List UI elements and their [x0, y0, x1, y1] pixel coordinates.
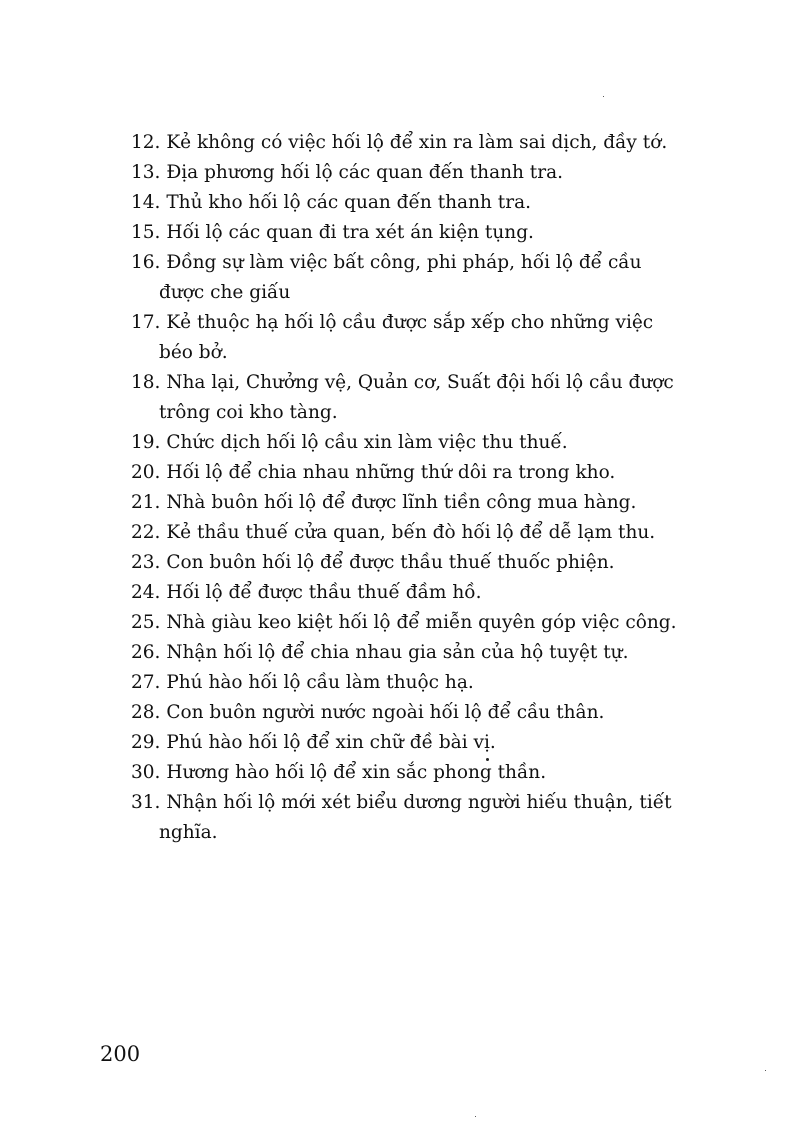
- item-number: 13.: [131, 162, 161, 183]
- scan-speck: [603, 96, 604, 97]
- item-text: Phú hào hối lộ để xin chữ đề bài vị.: [166, 732, 496, 753]
- item-text: Hối lộ để chia nhau những thứ dôi ra trong kho.: [166, 462, 616, 483]
- item-text: Nhà giàu keo kiệt hối lộ để miễn quyên góp việc công.: [166, 612, 677, 633]
- list-item: [131, 248, 691, 308]
- item-number: 25.: [131, 612, 161, 633]
- scan-speck: [475, 1116, 476, 1117]
- item-number: 17.: [131, 312, 161, 333]
- list-item: [131, 458, 691, 488]
- item-text: Kẻ thuộc hạ hối lộ cầu được sắp xếp cho những việc béo bở.: [159, 312, 654, 363]
- item-number: 15.: [131, 222, 161, 243]
- item-number: 16.: [131, 252, 161, 273]
- item-text: Phú hào hối lộ cầu làm thuộc hạ.: [166, 672, 474, 693]
- list-item: [131, 638, 691, 668]
- list-item: [131, 368, 691, 428]
- item-text: Nhận hối lộ để chia nhau gia sản của hộ tuyệt tự.: [166, 642, 629, 663]
- item-number: 23.: [131, 552, 161, 573]
- item-number: 30.: [131, 762, 161, 783]
- list-item: [131, 728, 691, 758]
- list-item: [131, 428, 691, 458]
- scan-speck: [486, 758, 489, 761]
- item-number: 21.: [131, 492, 161, 513]
- item-text: Hối lộ để được thầu thuế đầm hồ.: [166, 582, 482, 603]
- item-number: 18.: [131, 372, 161, 393]
- list-item: [131, 188, 691, 218]
- list-item: [131, 758, 691, 788]
- scan-speck: [765, 1070, 766, 1071]
- list-item: [131, 218, 691, 248]
- list-item: [131, 308, 691, 368]
- list-item: [131, 548, 691, 578]
- item-number: 20.: [131, 462, 161, 483]
- list-item: [131, 578, 691, 608]
- item-text: Đồng sự làm việc bất công, phi pháp, hối lộ để cầu được che giấu: [159, 252, 642, 303]
- list-item: [131, 158, 691, 188]
- item-text: Chức dịch hối lộ cầu xin làm việc thu thuế.: [166, 432, 568, 453]
- item-number: 31.: [131, 792, 161, 813]
- list-item: [131, 488, 691, 518]
- page-number: 200: [100, 1042, 141, 1066]
- list-item: [131, 788, 691, 848]
- item-text: Nhà buôn hối lộ để được lĩnh tiền công mua hàng.: [166, 492, 637, 513]
- list-item: [131, 128, 691, 158]
- item-number: 22.: [131, 522, 161, 543]
- list-item: [131, 518, 691, 548]
- list-item: [131, 668, 691, 698]
- item-text: Kẻ không có việc hối lộ để xin ra làm sai dịch, đầy tớ.: [166, 132, 668, 153]
- item-text: Con buôn người nước ngoài hối lộ để cầu thân.: [166, 702, 605, 723]
- item-text: Hương hào hối lộ để xin sắc phong thần.: [166, 762, 547, 783]
- item-number: 14.: [131, 192, 161, 213]
- item-text: Kẻ thầu thuế cửa quan, bến đò hối lộ để dễ lạm thu.: [166, 522, 656, 543]
- item-text: Nha lại, Chưởng vệ, Quản cơ, Suất đội hối lộ cầu được trông coi kho tàng.: [159, 372, 674, 423]
- item-text: Thủ kho hối lộ các quan đến thanh tra.: [166, 192, 531, 213]
- item-text: Nhận hối lộ mới xét biểu dương người hiếu thuận, tiết nghĩa.: [159, 792, 672, 843]
- numbered-list: [131, 128, 691, 848]
- item-text: Hối lộ các quan đi tra xét án kiện tụng.: [166, 222, 534, 243]
- list-item: [131, 698, 691, 728]
- item-number: 29.: [131, 732, 161, 753]
- item-text: Con buôn hối lộ để được thầu thuế thuốc phiện.: [166, 552, 615, 573]
- item-text: Địa phương hối lộ các quan đến thanh tra.: [166, 162, 563, 183]
- item-number: 24.: [131, 582, 161, 603]
- item-number: 12.: [131, 132, 161, 153]
- item-number: 28.: [131, 702, 161, 723]
- item-number: 27.: [131, 672, 161, 693]
- list-item: [131, 608, 691, 638]
- item-number: 19.: [131, 432, 161, 453]
- item-number: 26.: [131, 642, 161, 663]
